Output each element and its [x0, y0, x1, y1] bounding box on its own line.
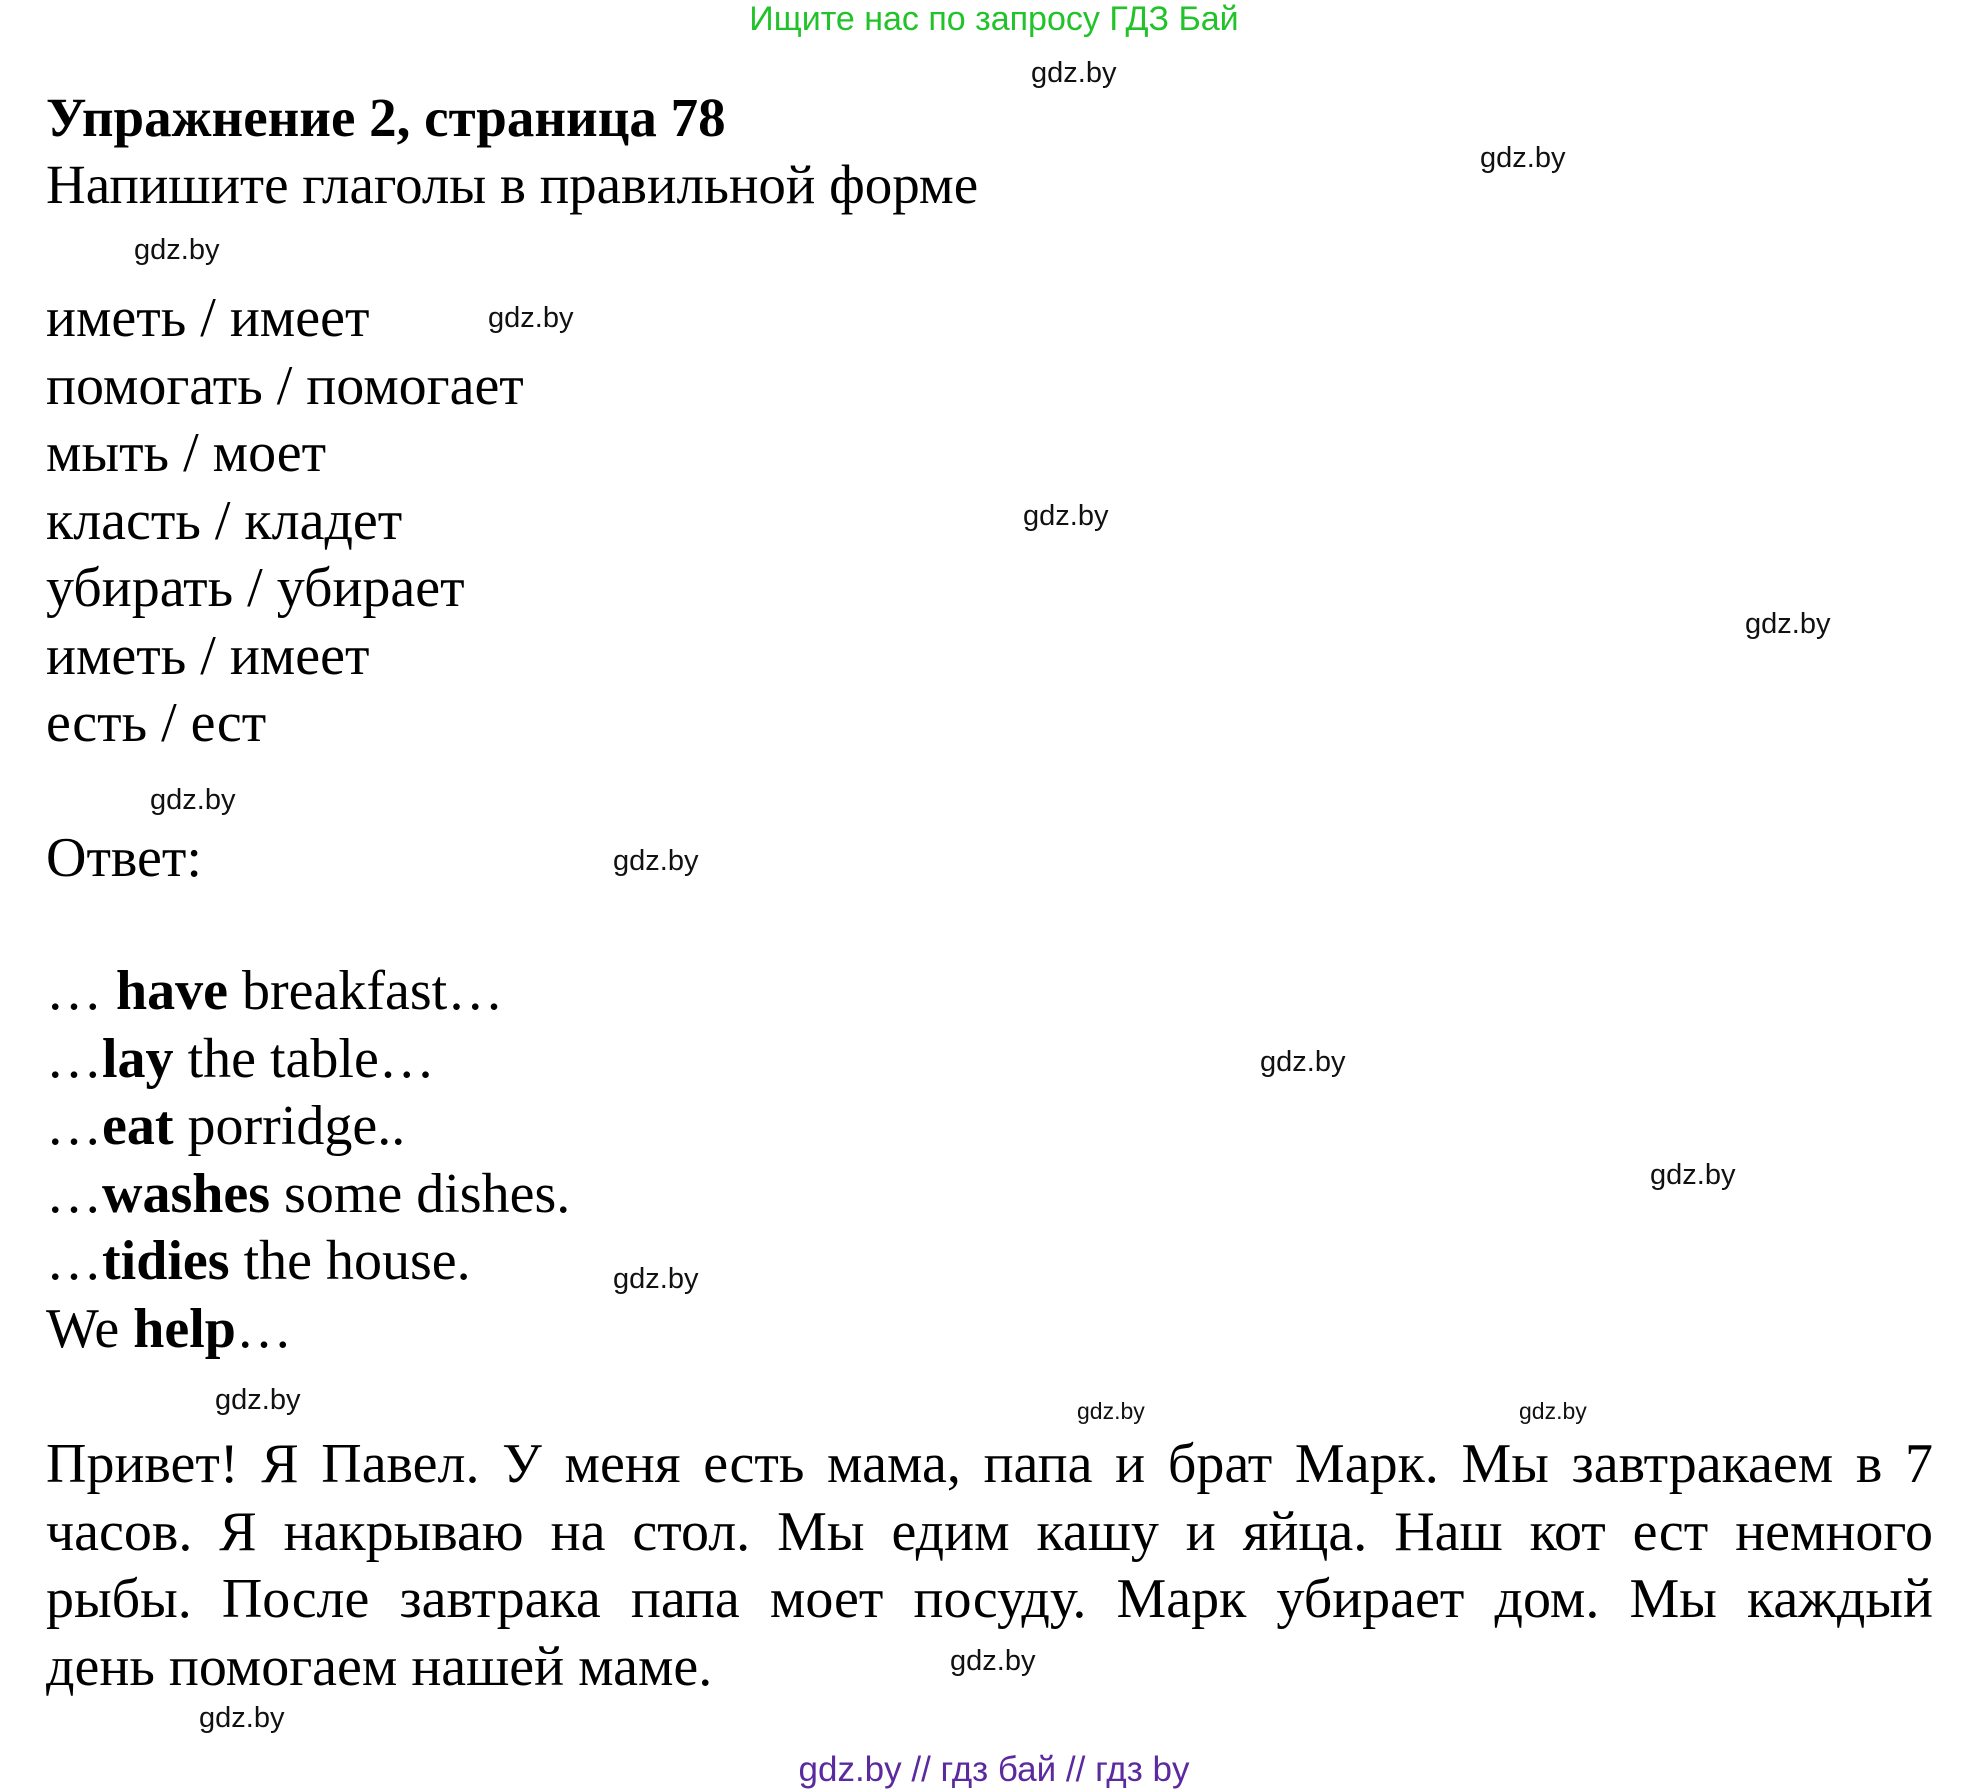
answer-prefix: … [46, 1230, 102, 1292]
watermark: gdz.by [1260, 1046, 1346, 1078]
answer-verb: help [133, 1298, 236, 1360]
watermark: gdz.by [215, 1384, 301, 1416]
watermark: gdz.by [134, 234, 220, 266]
verb-line: иметь / имеет [46, 287, 370, 349]
answer-prefix: … [46, 1028, 102, 1090]
watermark: gdz.by [1745, 608, 1831, 640]
answer-prefix: We [46, 1298, 134, 1360]
page-title: Упражнение 2, страница 78 [46, 87, 726, 148]
answer-verb: have [116, 960, 228, 1022]
answer-suffix: breakfast… [228, 960, 504, 1022]
promo-banner[interactable]: Ищите нас по запросу ГДЗ Бай [749, 0, 1239, 38]
translation-line: часов. Я накрываю на стол. Мы едим кашу и яйца. Наш кот ест немного [46, 1501, 1933, 1563]
answer-suffix: the table… [173, 1028, 435, 1090]
watermark: gdz.by [1519, 1398, 1587, 1424]
answer-prefix: … [46, 1163, 102, 1225]
watermark: gdz.by [1650, 1159, 1736, 1191]
answer-prefix: … [46, 1095, 102, 1157]
answer-suffix: porridge.. [173, 1095, 406, 1157]
answer-line [46, 1095, 406, 1157]
watermark: gdz.by [1077, 1398, 1145, 1424]
answer-label: Ответ: [46, 827, 202, 889]
verb-line: убирать / убирает [46, 557, 465, 619]
watermark: gdz.by [613, 1263, 699, 1295]
answer-verb: lay [102, 1028, 174, 1090]
answer-verb: eat [102, 1095, 174, 1157]
verb-line: есть / ест [46, 692, 267, 754]
answer-suffix: … [235, 1298, 292, 1360]
watermark: gdz.by [1480, 142, 1566, 174]
watermark: gdz.by [150, 784, 236, 816]
verb-line: иметь / имеет [46, 625, 370, 687]
answer-verb: tidies [102, 1230, 230, 1292]
answer-line [46, 1230, 471, 1292]
footer-links[interactable]: gdz.by // гдз бай // гдз by [798, 1750, 1190, 1789]
answer-line [46, 1028, 435, 1090]
answer-line [46, 1163, 571, 1225]
translation-line: Привет! Я Павел. У меня есть мама, папа и брат Марк. Мы завтракаем в 7 [46, 1433, 1933, 1495]
watermark: gdz.by [488, 302, 574, 334]
answer-line [46, 1298, 292, 1360]
watermark: gdz.by [950, 1645, 1036, 1677]
verb-line: мыть / моет [46, 422, 327, 484]
watermark: gdz.by [613, 845, 699, 877]
watermark: gdz.by [1031, 57, 1117, 89]
verb-line: помогать / помогает [46, 355, 524, 417]
task-instruction: Напишите глаголы в правильной форме [46, 154, 979, 215]
answer-prefix: … [46, 960, 116, 1022]
watermark: gdz.by [199, 1702, 285, 1734]
answer-suffix: some dishes. [270, 1163, 571, 1225]
answer-suffix: the house. [229, 1230, 471, 1292]
answer-verb: washes [102, 1163, 271, 1225]
translation-line: день помогаем нашей маме. [46, 1636, 713, 1698]
watermark: gdz.by [1023, 500, 1109, 532]
answer-line [46, 960, 504, 1022]
verb-line: класть / кладет [46, 490, 403, 552]
translation-line: рыбы. После завтрака папа моет посуду. Марк убирает дом. Мы каждый [46, 1568, 1933, 1630]
